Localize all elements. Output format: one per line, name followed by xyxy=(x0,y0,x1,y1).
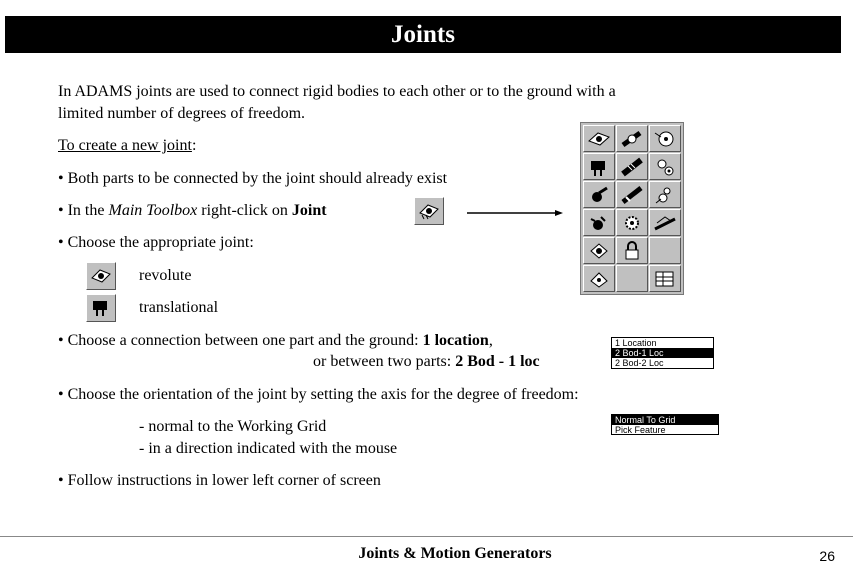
palette-revolute-button[interactable] xyxy=(583,125,615,152)
intro-line-2: limited number of degrees of freedom. xyxy=(58,105,306,122)
bullet-orientation: • Choose the orientation of the joint by setting the axis for the degree of freedom: xyxy=(58,386,579,403)
revolute-label: revolute xyxy=(139,267,192,284)
palette-translational-button[interactable] xyxy=(583,153,615,180)
revolute-joint-icon xyxy=(587,129,611,149)
palette-gear-button[interactable] xyxy=(616,209,648,236)
bullet-instructions: • Follow instructions in lower left corner of screen xyxy=(58,472,381,489)
footer-divider xyxy=(0,536,853,537)
table-icon xyxy=(653,269,677,289)
palette-empty-cell xyxy=(649,237,681,264)
main-toolbox-text: Main Toolbox xyxy=(108,202,198,219)
palette-table-button[interactable] xyxy=(649,265,681,292)
palette-universal-button[interactable] xyxy=(583,181,615,208)
footer-title: Joints & Motion Generators xyxy=(358,545,552,562)
bullet-choose-joint: • Choose the appropriate joint: xyxy=(58,234,254,251)
translational-label: translational xyxy=(139,299,219,316)
palette-rack-button[interactable] xyxy=(649,209,681,236)
bullet-connection xyxy=(58,331,493,351)
palette-lock-button[interactable] xyxy=(616,237,648,264)
page-number: 26 xyxy=(819,548,835,564)
palette-empty-cell-2 xyxy=(616,265,648,292)
fixed-joint-icon xyxy=(587,213,611,233)
translational-joint-button[interactable] xyxy=(86,294,116,322)
inplane-joint-icon xyxy=(587,241,611,261)
bullet-parts-exist: • Both parts to be connected by the joint should already exist xyxy=(58,170,448,187)
toolbox-joint-button[interactable] xyxy=(414,197,444,225)
bullet-connection-prefix: • Choose a connection between one part and the ground: xyxy=(58,332,423,349)
translational-joint-icon xyxy=(90,298,112,318)
palette-hooke-button[interactable] xyxy=(616,181,648,208)
menu-option-2-bod-1-loc[interactable]: 2 Bod-1 Loc xyxy=(612,348,713,358)
bullet-toolbox-mid: right-click on xyxy=(197,202,292,219)
translational-joint-icon xyxy=(587,157,611,177)
lock-icon xyxy=(620,241,644,261)
palette-cylindrical-button[interactable] xyxy=(616,125,648,152)
palette-inplane-button[interactable] xyxy=(583,237,615,264)
orientation-option-mouse: - in a direction indicated with the mouse xyxy=(139,440,398,457)
bullet-connection-line2 xyxy=(313,352,540,372)
intro-line-1: In ADAMS joints are used to connect rigid bodies to each other or to the ground with a xyxy=(58,83,616,100)
connection-menu[interactable] xyxy=(611,337,714,369)
motion-icon xyxy=(587,269,611,289)
menu-option-1-location[interactable]: 1 Location xyxy=(615,338,657,348)
palette-coupler-button[interactable] xyxy=(649,181,681,208)
joint-palette xyxy=(580,122,684,295)
coupler-icon xyxy=(653,185,677,205)
two-bod-text: 2 Bod - 1 loc xyxy=(455,353,540,370)
revolute-joint-button[interactable] xyxy=(86,262,116,290)
one-location-text: 1 location xyxy=(422,332,489,349)
create-heading xyxy=(58,136,196,156)
joint-text: Joint xyxy=(291,202,327,219)
bullet-toolbox xyxy=(58,201,327,221)
palette-fixed-button[interactable] xyxy=(583,209,615,236)
menu-option-normal-to-grid[interactable]: Normal To Grid xyxy=(612,415,718,425)
orientation-option-grid: - normal to the Working Grid xyxy=(139,418,327,435)
palette-screw-button[interactable] xyxy=(616,153,648,180)
orientation-menu[interactable] xyxy=(611,414,719,435)
spherical-joint-icon xyxy=(653,129,677,149)
palette-motion-button[interactable] xyxy=(583,265,615,292)
two-parts-prefix: or between two parts: xyxy=(313,353,456,370)
palette-planar-button[interactable] xyxy=(649,153,681,180)
arrow-icon xyxy=(467,210,563,216)
revolute-joint-icon xyxy=(90,266,112,286)
rack-pinion-icon xyxy=(653,213,677,233)
menu-option-pick-feature[interactable]: Pick Feature xyxy=(615,425,666,435)
create-heading-text: To create a new joint xyxy=(58,137,192,154)
hooke-joint-icon xyxy=(620,185,644,205)
slide-title: Joints xyxy=(5,16,841,53)
screw-joint-icon xyxy=(620,157,644,177)
universal-joint-icon xyxy=(587,185,611,205)
create-heading-colon: : xyxy=(191,137,197,154)
gear-pair-icon xyxy=(653,157,677,177)
cylindrical-joint-icon xyxy=(620,129,644,149)
palette-spherical-button[interactable] xyxy=(649,125,681,152)
bullet-connection-suffix: , xyxy=(488,332,493,349)
revolute-joint-icon xyxy=(418,201,440,221)
gear-icon xyxy=(620,213,644,233)
menu-option-2-bod-2-loc[interactable]: 2 Bod-2 Loc xyxy=(615,358,664,368)
bullet-toolbox-prefix: • In the xyxy=(58,202,109,219)
